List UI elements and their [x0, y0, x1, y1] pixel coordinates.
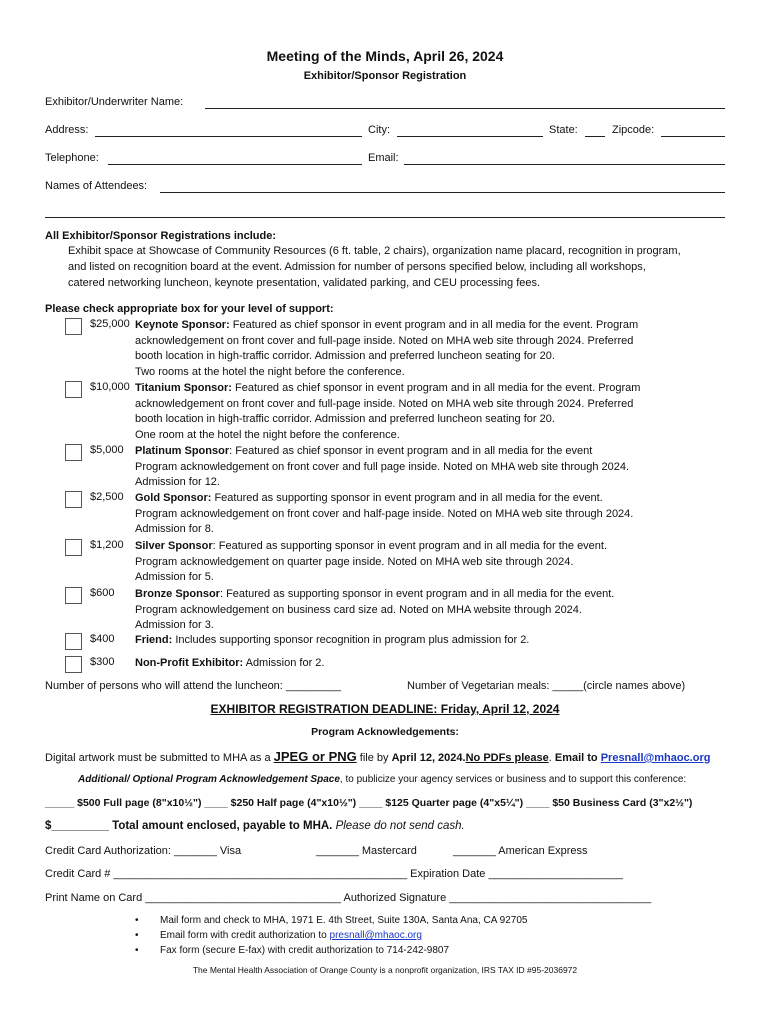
level-description-first: Includes supporting sponsor recognition in program plus admission for 2. [172, 634, 530, 646]
level-checkbox[interactable] [65, 587, 82, 604]
level-checkbox[interactable] [65, 381, 82, 398]
ad-size-options[interactable]: _____ $500 Full page (8"x10½") ____ $250 Half page (4"x10½") ____ $125 Quarter page (4"x5¼") ____ $50 Business Card (3"x2½") [45, 797, 693, 809]
level-description-first: : Featured as supporting sponsor in event program and in all media for the event. [219, 588, 615, 600]
address-field[interactable] [95, 136, 362, 137]
attendees-label: Names of Attendees: [45, 180, 148, 192]
includes-line: and listed on recognition board at the event. Admission for number of persons specified below, including all workshops, [68, 261, 646, 273]
telephone-label: Telephone: [45, 152, 99, 164]
bullet: • [135, 930, 139, 941]
level-description [135, 444, 629, 491]
artwork-format: JPEG or PNG [273, 749, 357, 764]
level-amount: $5,000 [90, 444, 124, 456]
acknowledgements-heading: Program Acknowledgements: [311, 726, 459, 738]
level-amount: $300 [90, 656, 115, 668]
optional-line [78, 774, 686, 785]
bullet: • [135, 915, 139, 926]
level-description-first: Featured as chief sponsor in event program and in all media for the event. Program [231, 382, 641, 394]
vegetarian-meals: Number of Vegetarian meals: _____(circle names above) [407, 680, 686, 692]
level-name: Non-Profit Exhibitor: [135, 657, 244, 669]
address-label: Address: [45, 124, 89, 136]
level-amount: $1,200 [90, 539, 124, 551]
level-amount: $25,000 [90, 318, 130, 330]
level-description [135, 381, 640, 443]
attendees-field-2[interactable] [45, 217, 725, 218]
level-description [135, 633, 529, 649]
email-field[interactable] [404, 164, 725, 165]
level-name: Bronze Sponsor [135, 588, 220, 600]
no-pdf-note: No PDFs please [465, 752, 549, 764]
page-subtitle: Exhibitor/Sponsor Registration [303, 70, 467, 82]
includes-line: catered networking luncheon, keynote presentation, validated parking, and CEU processing fees. [68, 277, 541, 289]
card-auth-mastercard[interactable]: _______ Mastercard [316, 845, 417, 857]
level-checkbox[interactable] [65, 633, 82, 650]
level-description-line: Two rooms at the hotel the night before the conference. [135, 365, 405, 378]
level-description-first: Featured as chief sponsor in event program and in all media for the event. Program [229, 319, 639, 331]
email-form-link[interactable]: presnall@mhaoc.org [329, 930, 422, 941]
exhibitor-label: Exhibitor/Underwriter Name: [45, 96, 184, 108]
mail-instruction: Mail form and check to MHA, 1971 E. 4th Street, Suite 130A, Santa Ana, CA 92705 [160, 915, 528, 926]
zipcode-field[interactable] [661, 136, 725, 137]
level-description [135, 587, 614, 634]
card-auth-amex[interactable]: _______ American Express [453, 845, 588, 857]
state-label: State: [549, 124, 578, 136]
level-amount: $2,500 [90, 491, 124, 503]
level-description-line: Admission for 12. [135, 476, 220, 489]
level-description-first: Admission for 2. [243, 657, 325, 669]
level-description-line: booth location in high-traffic corridor. Admission and preferred luncheon seating for 20. [135, 350, 555, 363]
level-description-first: : Featured as chief sponsor in event program and in all media for the event [229, 445, 593, 457]
state-field[interactable] [585, 136, 605, 137]
level-description [135, 539, 607, 586]
level-description-line: Admission for 5. [135, 571, 214, 584]
card-auth-visa[interactable]: Credit Card Authorization: _______ Visa [45, 845, 242, 857]
level-description-line: booth location in high-traffic corridor. Admission and preferred luncheon seating for 20. [135, 413, 555, 426]
level-checkbox[interactable] [65, 656, 82, 673]
exhibitor-field[interactable] [205, 108, 725, 109]
attendees-field[interactable] [160, 192, 725, 193]
level-name: Titanium Sponsor: [135, 382, 232, 394]
luncheon-persons: Number of persons who will attend the luncheon: _________ [45, 680, 341, 692]
artwork-text: file by [356, 752, 392, 764]
level-checkbox[interactable] [65, 491, 82, 508]
level-description [135, 318, 638, 380]
level-description-line: Program acknowledgement on front cover and half-page inside. Noted on MHA web site through 2024. [135, 507, 634, 520]
level-description-line: acknowledgement on front cover and full-page inside. Noted on MHA web site through 2024. Preferred [135, 397, 634, 410]
level-checkbox[interactable] [65, 539, 82, 556]
optional-text: , to publicize your agency services or business and to support this conference: [339, 774, 687, 785]
artwork-email-link[interactable]: Presnall@mhaoc.org [600, 752, 711, 764]
email-to: Email to [554, 752, 601, 764]
email-instruction: Email form with credit authorization to presnall@mhaoc.org [160, 930, 422, 941]
fax-instruction: Fax form (secure E-fax) with credit authorization to 714-242-9807 [160, 945, 450, 956]
deadline: EXHIBITOR REGISTRATION DEADLINE: Friday, April 12, 2024 [210, 702, 560, 716]
level-description-line: acknowledgement on front cover and full-page inside. Noted on MHA web site through 2024. Preferred [135, 334, 634, 347]
level-checkbox[interactable] [65, 318, 82, 335]
artwork-date: April 12, 2024. [391, 752, 466, 764]
level-name: Keynote Sponsor: [135, 319, 230, 331]
level-description-line: Program acknowledgement on front cover and full page inside. Noted on MHA web site through 2024. [135, 460, 630, 473]
level-description-line: Program acknowledgement on quarter page inside. Noted on MHA web site through 2024. [135, 555, 574, 568]
level-name: Gold Sponsor: [135, 492, 212, 504]
total-amount: $_________ Total amount enclosed, payable to MHA. [45, 820, 333, 832]
total-line [45, 820, 465, 832]
level-description-first: Featured as supporting sponsor in event program and in all media for the event. [211, 492, 603, 504]
page-title: Meeting of the Minds, April 26, 2024 [266, 48, 504, 64]
city-label: City: [368, 124, 390, 136]
email-label: Email: [368, 152, 399, 164]
level-description [135, 656, 324, 672]
optional-heading: Additional/ Optional Program Acknowledgement Space [78, 774, 340, 785]
level-description-line: Admission for 3. [135, 619, 214, 632]
artwork-text: Digital artwork must be submitted to MHA as a [45, 752, 274, 764]
footer-note: The Mental Health Association of Orange County is a nonprofit organization, IRS TAX ID #95-2036972 [192, 965, 578, 975]
level-description-line: One room at the hotel the night before the conference. [135, 428, 400, 441]
artwork-line: Digital artwork must be submitted to MHA as a JPEG or PNG file by April 12, 2024.No PDFs please. Email to Presnall@mhaoc.org [45, 749, 711, 764]
no-cash-note: Please do not send cash. [332, 820, 465, 832]
level-checkbox[interactable] [65, 444, 82, 461]
signature-line[interactable]: Print Name on Card ________________________________ Authorized Signature _________________________________ [45, 892, 652, 904]
level-amount: $10,000 [90, 381, 130, 393]
credit-card-line[interactable]: Credit Card # ________________________________________________ Expiration Date ______________________ [45, 868, 624, 880]
level-name: Platinum Sponsor [135, 445, 230, 457]
levels-heading: Please check appropriate box for your level of support: [45, 303, 334, 315]
bullet: • [135, 945, 139, 956]
zipcode-label: Zipcode: [612, 124, 655, 136]
includes-heading: All Exhibitor/Sponsor Registrations include: [45, 230, 277, 242]
level-amount: $600 [90, 587, 115, 599]
level-amount: $400 [90, 633, 115, 645]
level-description-first: : Featured as supporting sponsor in event program and in all media for the event. [212, 540, 608, 552]
level-description-line: Admission for 8. [135, 523, 214, 536]
level-name: Silver Sponsor [135, 540, 213, 552]
level-description [135, 491, 633, 538]
city-field[interactable] [397, 136, 543, 137]
level-description-line: Program acknowledgement on business card size ad. Noted on MHA website through 2024. [135, 603, 582, 616]
telephone-field[interactable] [108, 164, 362, 165]
includes-line: Exhibit space at Showcase of Community Resources (6 ft. table, 2 chairs), organization name placard, recognition in program, [68, 245, 681, 257]
level-name: Friend: [135, 634, 173, 646]
